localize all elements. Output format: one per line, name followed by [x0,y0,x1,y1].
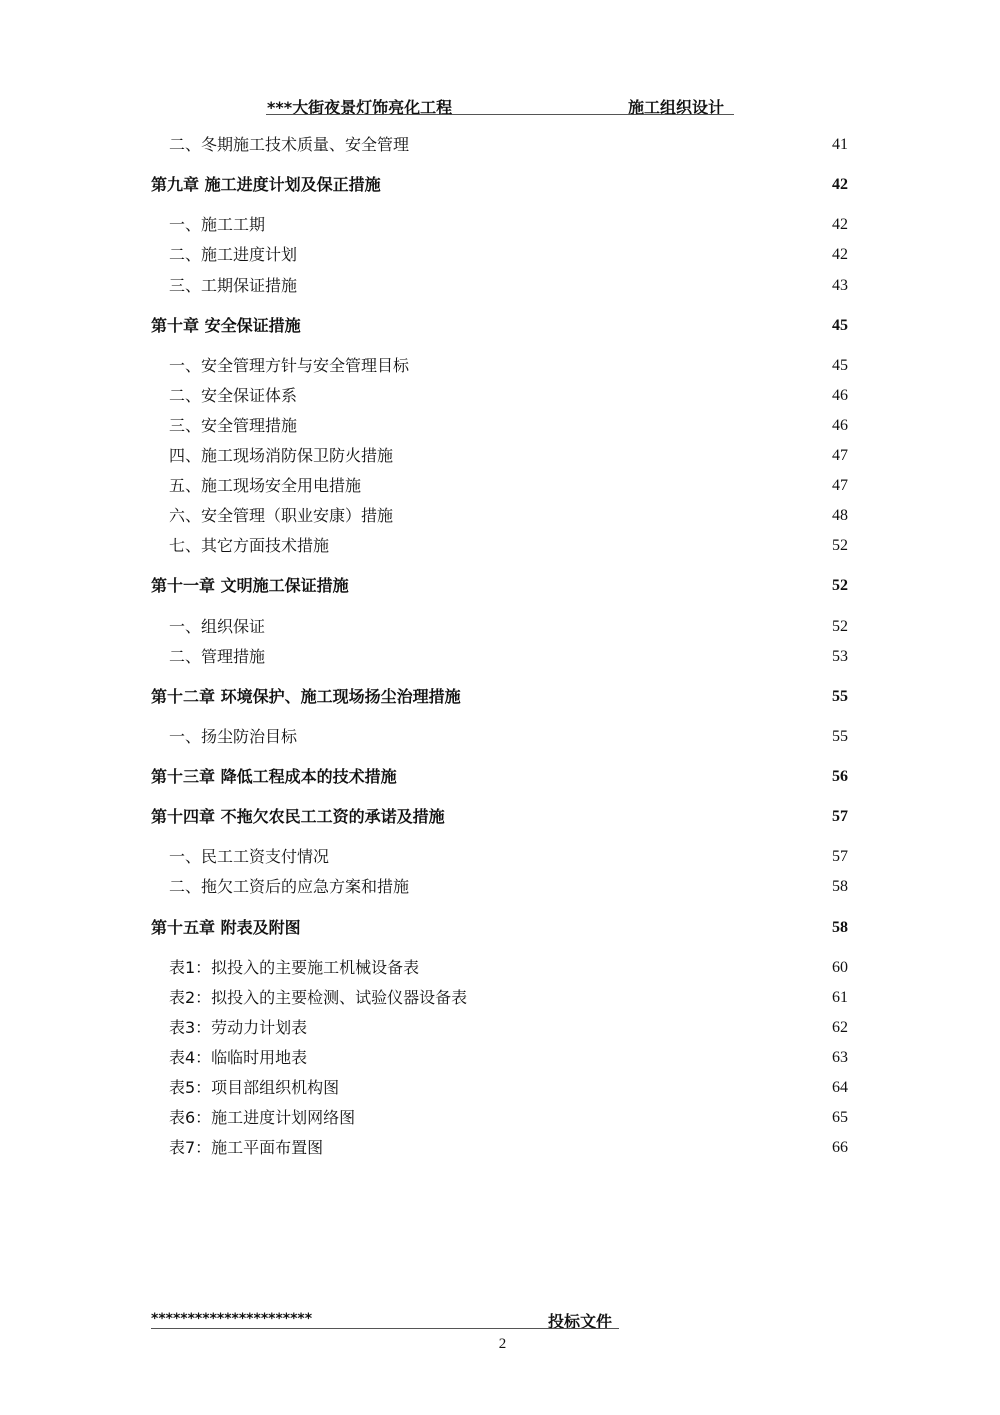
toc-entry-title: 二、冬期施工技术质量、安全管理 [169,135,410,154]
header-rule [266,114,734,115]
toc-entry-title: 第十五章 附表及附图 [151,918,301,937]
toc-entry-title: 表5：项目部组织机构图 [169,1078,340,1097]
toc-section-entry[interactable] [0,1137,1000,1159]
footer-left-text: ********************** [151,1311,313,1327]
toc-entry-page: 47 [832,447,848,464]
toc-chapter-entry[interactable] [0,686,1000,708]
toc-entry-page: 45 [832,357,848,374]
toc-entry-title: 五、施工现场安全用电措施 [169,476,362,495]
toc-entry-page: 55 [832,728,848,745]
toc-entry-page: 52 [832,537,848,554]
toc-entry-page: 53 [832,648,848,665]
toc-chapter-entry[interactable] [0,315,1000,337]
toc-chapter-entry[interactable] [0,575,1000,597]
toc-entry-page: 63 [832,1049,848,1066]
toc-entry-page: 52 [832,577,848,594]
toc-entry-page: 43 [832,277,848,294]
toc-section-entry[interactable] [0,876,1000,898]
toc-entry-page: 52 [832,618,848,635]
toc-section-entry[interactable] [0,646,1000,668]
toc-entry-title: 表2：拟投入的主要检测、试验仪器设备表 [169,988,468,1007]
header-doc-type: 施工组织设计 [628,98,725,117]
toc-entry-page: 41 [832,136,848,153]
toc-entry-page: 46 [832,417,848,434]
toc-section-entry[interactable] [0,846,1000,868]
toc-entry-page: 42 [832,246,848,263]
toc-entry-page: 46 [832,387,848,404]
toc-section-entry[interactable] [0,275,1000,297]
toc-section-entry[interactable] [0,134,1000,156]
toc-entry-title: 一、民工工资支付情况 [169,847,330,866]
toc-entry-title: 第十章 安全保证措施 [151,316,301,335]
toc-entry-page: 56 [832,768,848,785]
toc-entry-page: 58 [832,878,848,895]
toc-entry-title: 第十二章 环境保护、施工现场扬尘治理措施 [151,687,461,706]
footer-right-text: 投标文件 [548,1312,613,1331]
toc-entry-title: 二、管理措施 [169,647,266,666]
toc-entry-title: 表7：施工平面布置图 [169,1138,324,1157]
toc-section-entry[interactable] [0,957,1000,979]
toc-entry-title: 表1：拟投入的主要施工机械设备表 [169,958,420,977]
toc-entry-page: 42 [832,176,848,193]
toc-section-entry[interactable] [0,1017,1000,1039]
toc-entry-page: 57 [832,808,848,825]
toc-entry-title: 一、安全管理方针与安全管理目标 [169,356,410,375]
toc-entry-page: 66 [832,1139,848,1156]
toc-section-entry[interactable] [0,1077,1000,1099]
toc-entry-page: 60 [832,959,848,976]
toc-entry-page: 62 [832,1019,848,1036]
toc-entry-title: 一、施工工期 [169,215,266,234]
toc-entry-page: 55 [832,688,848,705]
toc-section-entry[interactable] [0,415,1000,437]
toc-section-entry[interactable] [0,987,1000,1009]
toc-entry-page: 47 [832,477,848,494]
page-number: 2 [498,1336,507,1352]
toc-entry-title: 三、安全管理措施 [169,416,298,435]
toc-chapter-entry[interactable] [0,766,1000,788]
toc-section-entry[interactable] [0,616,1000,638]
toc-entry-page: 64 [832,1079,848,1096]
toc-entry-page: 57 [832,848,848,865]
toc-section-entry[interactable] [0,385,1000,407]
toc-entry-title: 二、安全保证体系 [169,386,298,405]
toc-section-entry[interactable] [0,505,1000,527]
toc-chapter-entry[interactable] [0,917,1000,939]
toc-entry-page: 42 [832,216,848,233]
toc-section-entry[interactable] [0,1107,1000,1129]
toc-entry-page: 65 [832,1109,848,1126]
toc-entry-title: 一、扬尘防治目标 [169,727,298,746]
toc-section-entry[interactable] [0,1047,1000,1069]
toc-entry-page: 45 [832,317,848,334]
toc-section-entry[interactable] [0,445,1000,467]
toc-entry-title: 表3：劳动力计划表 [169,1018,308,1037]
toc-entry-title: 二、拖欠工资后的应急方案和措施 [169,877,410,896]
toc-chapter-entry[interactable] [0,806,1000,828]
toc-entry-title: 七、其它方面技术措施 [169,536,330,555]
toc-section-entry[interactable] [0,726,1000,748]
toc-entry-page: 58 [832,919,848,936]
toc-entry-title: 表6：施工进度计划网络图 [169,1108,356,1127]
toc-entry-title: 一、组织保证 [169,617,266,636]
toc-entry-title: 第九章 施工进度计划及保正措施 [151,175,381,194]
toc-entry-title: 六、安全管理（职业安康）措施 [169,506,394,525]
header-project-title: ***大街夜景灯饰亮化工程 [267,98,453,117]
toc-chapter-entry[interactable] [0,174,1000,196]
toc-entry-title: 四、施工现场消防保卫防火措施 [169,446,394,465]
toc-entry-page: 48 [832,507,848,524]
toc-entry-page: 61 [832,989,848,1006]
toc-entry-title: 三、工期保证措施 [169,276,298,295]
toc-section-entry[interactable] [0,475,1000,497]
toc-entry-title: 第十一章 文明施工保证措施 [151,576,349,595]
toc-section-entry[interactable] [0,355,1000,377]
toc-entry-title: 二、施工进度计划 [169,245,298,264]
toc-section-entry[interactable] [0,244,1000,266]
toc-section-entry[interactable] [0,214,1000,236]
toc-section-entry[interactable] [0,535,1000,557]
footer-rule [151,1328,619,1329]
toc-entry-title: 第十四章 不拖欠农民工工资的承诺及措施 [151,807,445,826]
toc-entry-title: 表4：临临时用地表 [169,1048,308,1067]
toc-entry-title: 第十三章 降低工程成本的技术措施 [151,767,397,786]
